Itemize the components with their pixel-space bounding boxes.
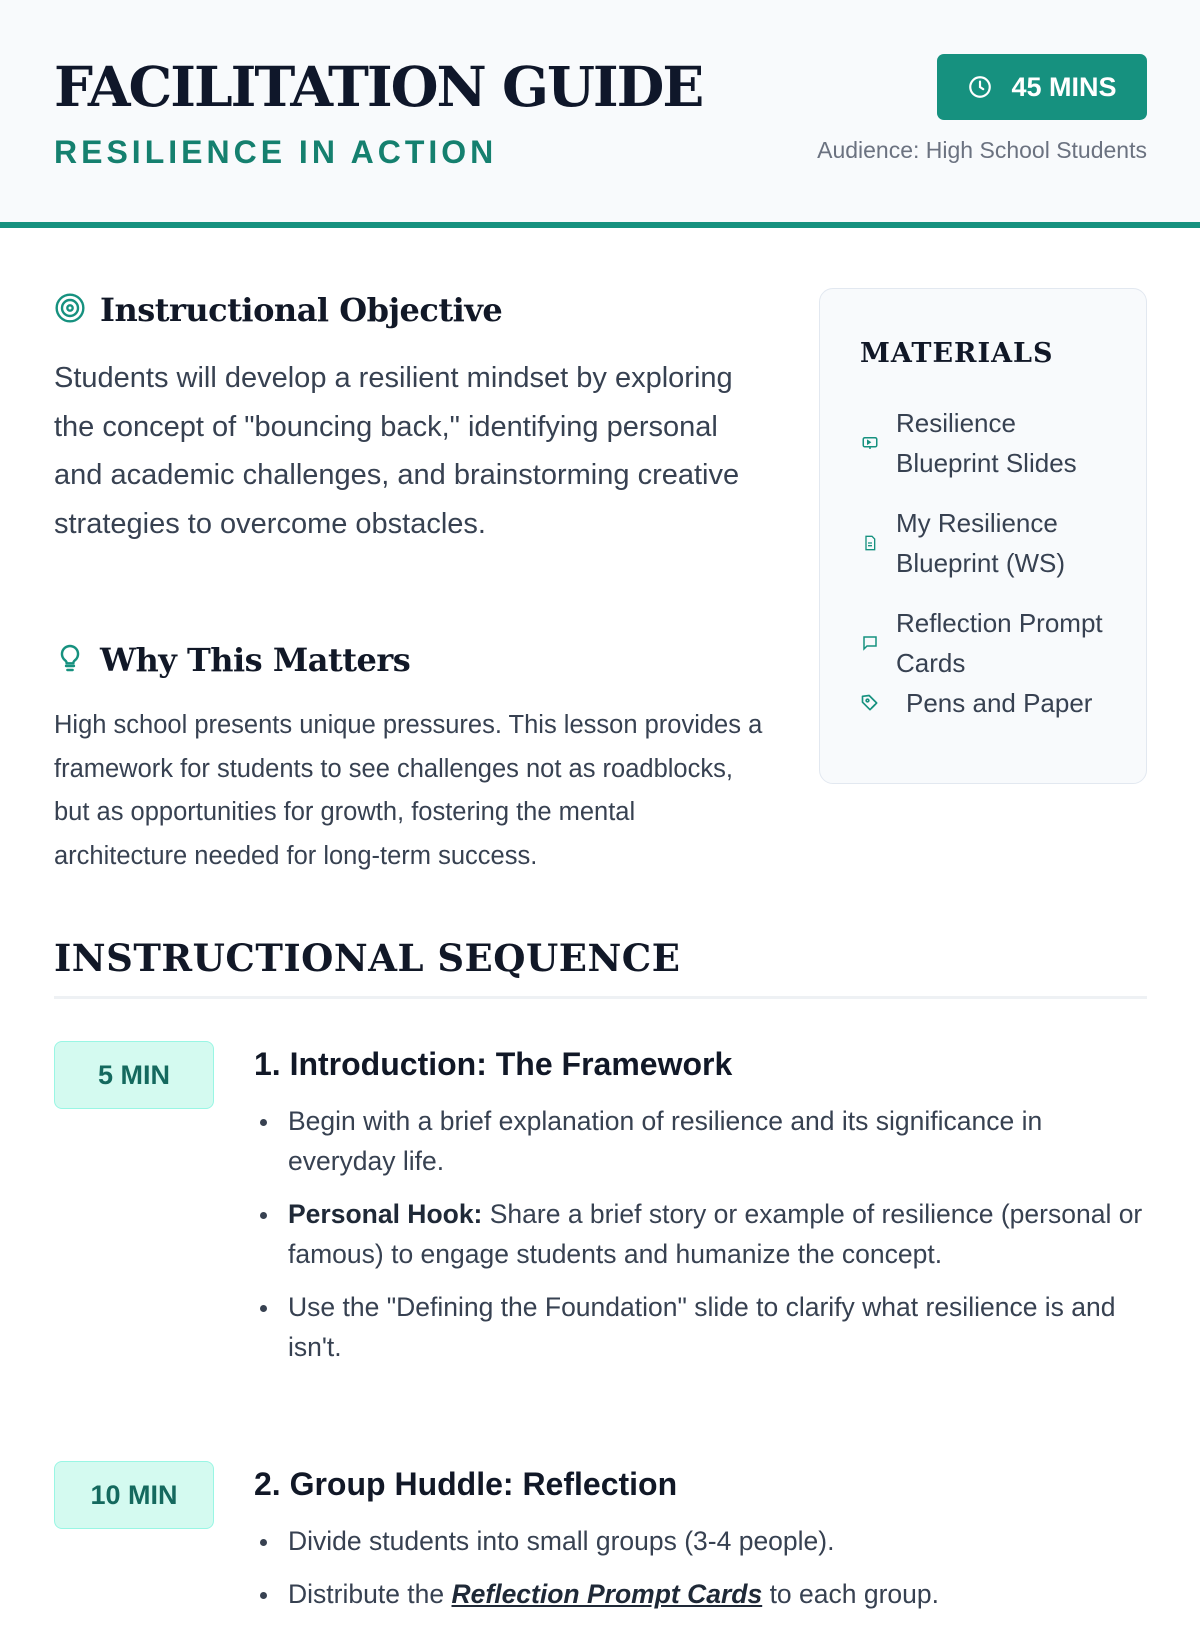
material-item [860, 503, 1120, 583]
document-icon [860, 534, 880, 552]
bullet-lead: Personal Hook: [288, 1199, 483, 1229]
why-text: High school presents unique pressures. This lesson provides a framework for students to see challenges not as roadblocks, but as opportunities for growth, fostering the mental architecture needed for long-term success. [54, 711, 763, 870]
material-label: Resilience Blueprint Slides [896, 408, 1077, 478]
material-item [860, 403, 1120, 483]
list-item: Use the "Defining the Foundation" slide to clarify what resilience is and isn't. [254, 1287, 1147, 1367]
page-subtitle: RESILIENCE IN ACTION [54, 134, 498, 170]
step-title: 1. Introduction: The Framework [254, 1046, 733, 1082]
clock-icon [967, 74, 993, 100]
objective-text: Students will develop a resilient mindset by exploring the concept of "bouncing back," identifying personal and academic challenges, and brainstorming creative strategies to overcome obstacles. [54, 362, 740, 540]
divider [54, 996, 1147, 999]
step-bullets [254, 1101, 1147, 1380]
duration-badge [937, 54, 1147, 120]
audience-label: Audience: High School Students [817, 137, 1147, 163]
list-item: Divide students into small groups (3-4 people). [254, 1521, 1147, 1561]
list-item: Personal Hook: Share a brief story or example of resilience (personal or famous) to engage students and humanize the concept. [254, 1194, 1147, 1274]
step-bullets [254, 1521, 1147, 1627]
material-label: Pens and Paper [906, 688, 1093, 718]
target-icon [54, 292, 86, 329]
page-header [0, 0, 1200, 228]
presentation-icon [860, 434, 880, 452]
why-heading-row [54, 640, 410, 680]
material-label: My Resilience Blueprint (WS) [896, 508, 1066, 578]
objective-heading-row [54, 290, 502, 330]
page-title: FACILITATION GUIDE [54, 54, 703, 119]
lightbulb-icon [54, 642, 86, 679]
objective-heading: Instructional Objective [100, 291, 503, 329]
sequence-heading: INSTRUCTIONAL SEQUENCE [54, 936, 681, 980]
pen-icon [860, 691, 880, 715]
list-item: Begin with a brief explanation of resilience and its significance in everyday life. [254, 1101, 1147, 1181]
material-item [860, 603, 1120, 683]
message-card-icon [860, 634, 880, 652]
step-time-badge: 5 MIN [54, 1041, 214, 1109]
material-item [860, 683, 1120, 723]
materials-card [819, 288, 1147, 784]
material-reference: Reflection Prompt Cards [451, 1579, 763, 1609]
step-title: 2. Group Huddle: Reflection [254, 1466, 678, 1502]
material-label: Reflection Prompt Cards [896, 608, 1103, 678]
materials-heading: MATERIALS [860, 338, 1054, 369]
duration-label: 45 MINS [1011, 71, 1117, 102]
list-item: Distribute the Reflection Prompt Cards to each group. [254, 1574, 1147, 1614]
why-heading: Why This Matters [100, 641, 411, 679]
step-time-badge: 10 MIN [54, 1461, 214, 1529]
